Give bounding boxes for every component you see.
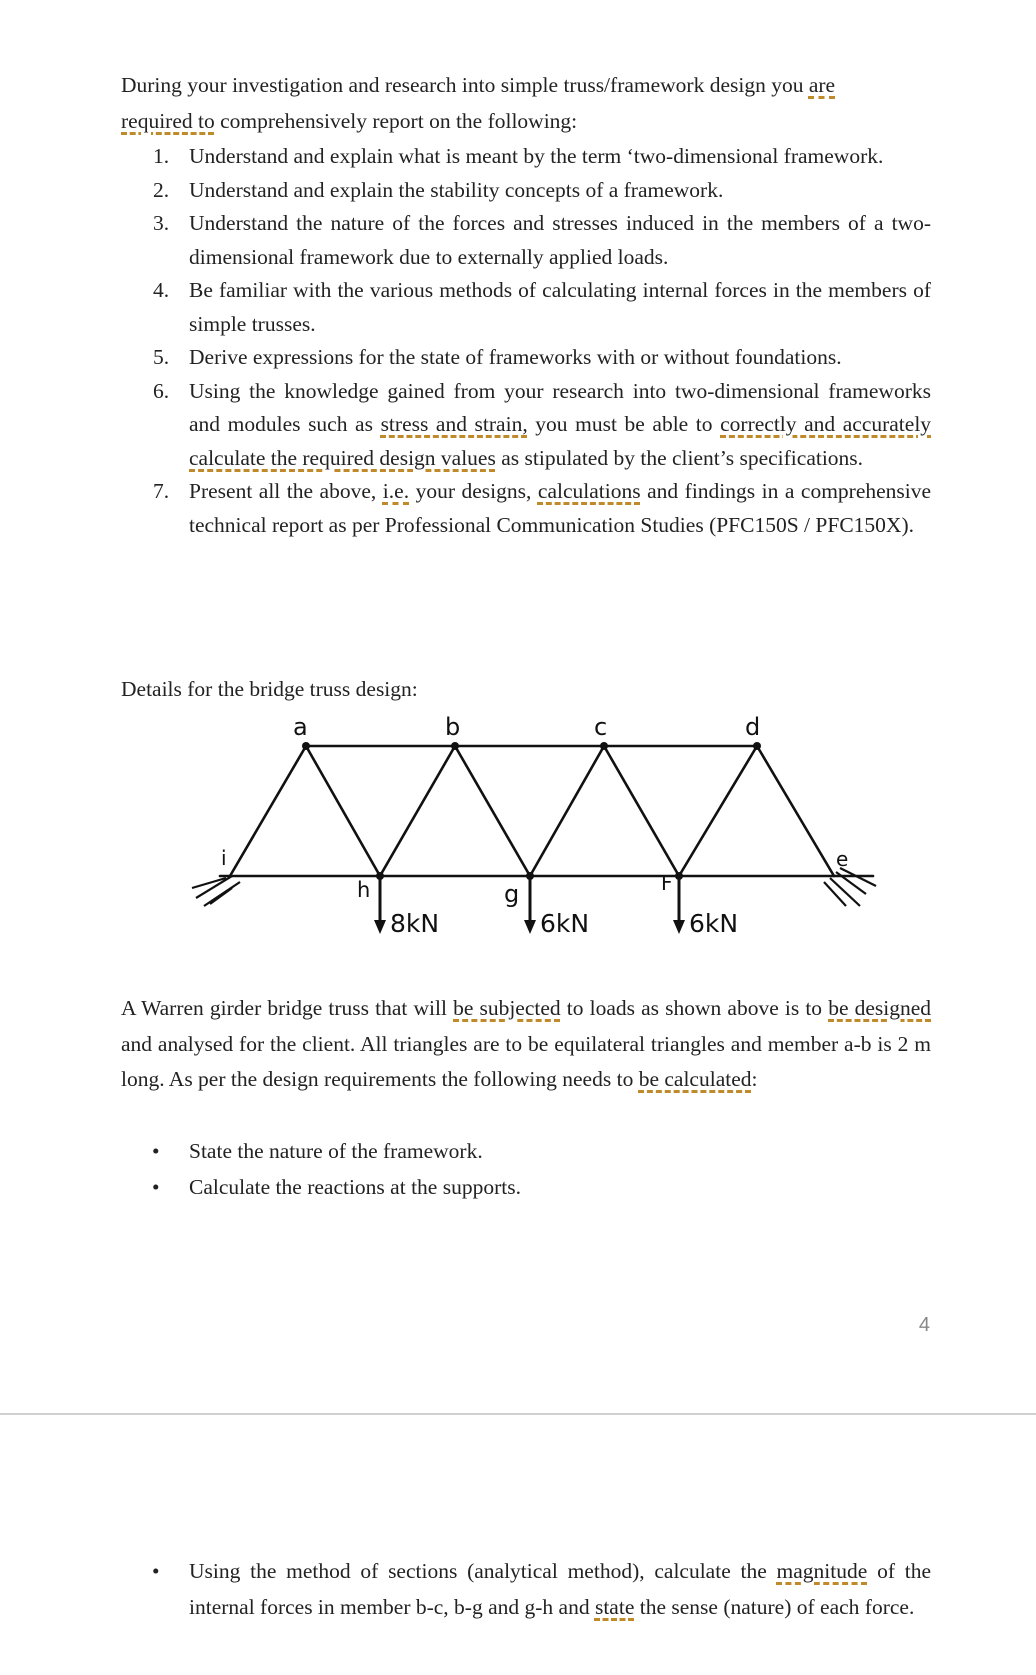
bullet-text: of the internal forces in member b-c, b-g and g-h and (189, 1559, 931, 1619)
arrowhead-icon (524, 920, 536, 934)
list-number: 5. (153, 345, 170, 369)
description-colon: : (751, 1067, 758, 1091)
description-text: to loads as shown above is to (566, 996, 823, 1020)
bullet-text: State the nature of the framework. (189, 1139, 483, 1163)
bullet-icon: • (152, 1175, 160, 1199)
member-g-c (530, 746, 604, 876)
description-flagged: be subjected (453, 996, 561, 1020)
label-h: h (357, 878, 371, 902)
member-f-d (679, 746, 757, 876)
list-item (121, 140, 931, 174)
list-item (121, 341, 931, 375)
list-text: Derive expressions for the state of frameworks with or without foundations. (189, 345, 842, 369)
list-item (121, 375, 931, 476)
intro-text: During your investigation and research into simple truss/framework design you (121, 73, 804, 97)
bullet-item (121, 1133, 931, 1169)
joint-a (302, 742, 310, 750)
intro-are: are (808, 73, 836, 97)
list-item (121, 274, 931, 341)
list-number: 1. (153, 144, 170, 168)
joint-c (600, 742, 608, 750)
list-number: 6. (153, 378, 170, 403)
bullet-text: the sense (nature) of each force. (639, 1595, 915, 1619)
joint-d (753, 742, 761, 750)
warren-truss-diagram (0, 710, 1036, 950)
list-text: as stipulated by the client’s specifications. (501, 445, 864, 470)
label-c: c (594, 713, 608, 741)
member-a-h (306, 746, 380, 876)
intro-paragraph (121, 68, 931, 139)
member-d-e (757, 746, 834, 876)
list-number: 3. (153, 211, 170, 235)
list-text: and findings in a comprehensive technical report as per Professional Communication Studies (PFC150S / PFC150X). (189, 479, 932, 537)
list-text: Understand the nature of the forces and stresses induced in the members of a two-dimensional framework due to externally applied loads. (189, 211, 931, 269)
list-text: Present all the above, (189, 479, 377, 503)
requirements-list (121, 140, 931, 542)
label-e: e (836, 847, 849, 871)
arrowhead-icon (673, 920, 685, 934)
bullet-icon: • (152, 1559, 160, 1583)
description-paragraph (121, 991, 931, 1098)
left-support-hatch-icon (192, 876, 240, 906)
bullet-icon: • (152, 1139, 160, 1163)
list-item (121, 475, 931, 542)
list-text-flagged: i.e. (382, 479, 410, 503)
label-f: F (661, 871, 673, 895)
list-text: you must be able to (535, 412, 713, 436)
list-number: 2. (153, 177, 170, 202)
bullet-item (121, 1169, 931, 1205)
list-number: 4. (153, 278, 170, 302)
details-heading: Details for the bridge truss design: (121, 677, 418, 701)
list-text: your designs, (415, 479, 532, 503)
member-h-b (380, 746, 455, 876)
load-label-h: 8kN (390, 909, 440, 938)
list-text-flagged: calculations (537, 479, 641, 503)
page-number: 4 (918, 1314, 930, 1336)
list-item (121, 174, 931, 208)
page-divider (0, 1413, 1036, 1415)
list-text: Understand and explain what is meant by the term ‘two-dimensional framework. (189, 144, 884, 168)
joint-b (451, 742, 459, 750)
label-a: a (293, 713, 308, 741)
list-number: 7. (153, 479, 170, 503)
label-g: g (504, 880, 520, 908)
bullet-text-flagged: state (594, 1595, 635, 1619)
description-flagged: be designed (828, 996, 932, 1020)
load-label-f: 6kN (689, 909, 739, 938)
member-c-f (604, 746, 679, 876)
list-text-flagged: correctly and accurately calculate the required design values (189, 412, 932, 470)
description-text: and analysed for the client. All triangles are to be equilateral triangles and member a-b is 2 m long. As per the design requirements the following needs to (121, 1031, 931, 1091)
bullet-text: Using the method of sections (analytical method), calculate the (189, 1559, 767, 1583)
list-item (121, 207, 931, 274)
bullet-text-flagged: magnitude (776, 1559, 868, 1583)
description-flagged: be calculated (638, 1067, 752, 1091)
label-b: b (445, 713, 461, 741)
bullet-item (121, 1553, 931, 1625)
label-d: d (745, 713, 761, 741)
load-label-g: 6kN (540, 909, 590, 938)
intro-text-rest: comprehensively report on the following: (220, 108, 578, 133)
label-i: i (221, 846, 227, 870)
list-text: Understand and explain the stability concepts of a framework. (189, 177, 724, 202)
arrowhead-icon (374, 920, 386, 934)
list-text: Be familiar with the various methods of calculating internal forces in the members of simple trusses. (189, 278, 931, 336)
task-bullets (121, 1133, 931, 1205)
member-b-g (455, 746, 530, 876)
intro-required-to: required to (121, 108, 215, 133)
task-bullets-page2 (121, 1553, 931, 1625)
description-text: A Warren girder bridge truss that will (121, 996, 447, 1020)
member-i-a (230, 746, 306, 876)
list-text: Using the knowledge gained from your research into two-dimensional frameworks and modules such as (189, 378, 931, 436)
bullet-text: Calculate the reactions at the supports. (189, 1175, 521, 1199)
list-text-flagged: stress and strain, (380, 412, 528, 436)
